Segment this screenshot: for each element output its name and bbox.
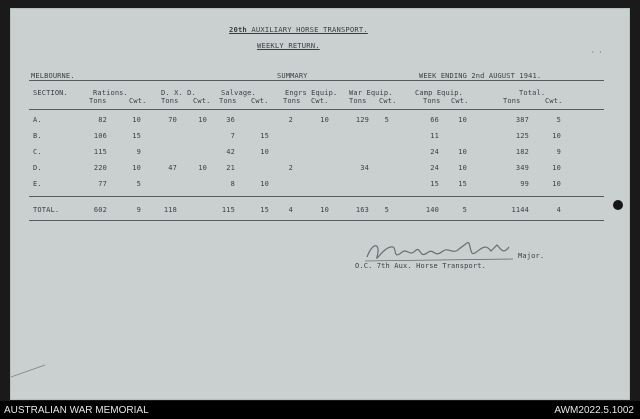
cell-camp-t: 11 xyxy=(430,132,439,140)
title-unit-name: AUXILIARY HORSE TRANSPORT. xyxy=(251,25,368,34)
cell-eng-c: 10 xyxy=(320,116,329,124)
cell-war-c: 5 xyxy=(384,116,389,124)
cell-camp-c: 10 xyxy=(458,148,467,156)
cell-sal-t: 42 xyxy=(226,148,235,156)
cell-camp-t: 66 xyxy=(430,116,439,124)
unit-tons: Tons xyxy=(349,97,367,105)
cell-camp-c: 10 xyxy=(458,116,467,124)
unit-cwt: Cwt. xyxy=(129,97,147,105)
signature-role: O.C. 7th Aux. Horse Transport. xyxy=(355,262,486,270)
cell-sal-c: 10 xyxy=(260,180,269,188)
cell-tot-c: 10 xyxy=(552,180,561,188)
cell-rat-c: 10 xyxy=(132,116,141,124)
unit-cwt: Cwt. xyxy=(379,97,397,105)
signature-rank: Major. xyxy=(518,252,545,260)
header-salvage: Salvage. xyxy=(221,89,256,97)
table-head-rule xyxy=(29,109,604,110)
cell-rat-c: 5 xyxy=(136,180,141,188)
cell-tot-t: 349 xyxy=(515,164,529,172)
footer-accession-number: AWM2022.5.1002 xyxy=(554,405,634,416)
unit-cwt: Cwt. xyxy=(545,97,563,105)
cell-war-c: 5 xyxy=(384,206,389,214)
cell-tot-t: 99 xyxy=(520,180,529,188)
cell-sal-t: 21 xyxy=(226,164,235,172)
cell-section: B. xyxy=(33,132,42,140)
header-dxd: D. X. D. xyxy=(161,89,196,97)
cell-tot-t: 182 xyxy=(515,148,529,156)
cell-camp-t: 24 xyxy=(430,164,439,172)
cell-dxd-t: 70 xyxy=(168,116,177,124)
cell-rat-c: 9 xyxy=(136,206,141,214)
cell-tot-c: 10 xyxy=(552,132,561,140)
footer-institution: AUSTRALIAN WAR MEMORIAL xyxy=(4,405,149,416)
cell-dxd-c: 10 xyxy=(198,164,207,172)
document-sheet xyxy=(10,8,630,400)
cell-section: A. xyxy=(33,116,42,124)
cell-eng-t: 2 xyxy=(288,116,293,124)
title-unit-number: 20th xyxy=(229,25,247,34)
cell-rat-c: 15 xyxy=(132,132,141,140)
cell-camp-t: 15 xyxy=(430,180,439,188)
archive-footer xyxy=(0,401,640,419)
unit-cwt: Cwt. xyxy=(251,97,269,105)
cell-camp-c: 5 xyxy=(462,206,467,214)
punch-hole xyxy=(613,200,623,210)
cell-tot-t: 387 xyxy=(515,116,529,124)
total-top-rule xyxy=(29,196,604,197)
location-label: MELBOURNE. xyxy=(31,72,75,80)
cell-sal-c: 15 xyxy=(260,132,269,140)
unit-cwt: Cwt. xyxy=(451,97,469,105)
cell-war-t: 163 xyxy=(355,206,369,214)
header-war-equip: War Equip. xyxy=(349,89,393,97)
cell-sal-c: 15 xyxy=(260,206,269,214)
unit-tons: Tons xyxy=(161,97,179,105)
cell-war-t: 129 xyxy=(355,116,369,124)
cell-camp-t: 24 xyxy=(430,148,439,156)
cell-tot-c: 10 xyxy=(552,164,561,172)
cell-dxd-c: 10 xyxy=(198,116,207,124)
cell-sal-t: 36 xyxy=(226,116,235,124)
cell-dxd-t: 47 xyxy=(168,164,177,172)
corner-mark: · · xyxy=(591,49,603,56)
cell-sal-c: 10 xyxy=(260,148,269,156)
cell-rat-c: 10 xyxy=(132,164,141,172)
signature-scrawl xyxy=(363,237,513,265)
cell-sal-t: 8 xyxy=(230,180,235,188)
header-engrs-equip: Engrs Equip. xyxy=(285,89,338,97)
cell-rat-t: 77 xyxy=(98,180,107,188)
cell-sal-t: 115 xyxy=(221,206,235,214)
unit-tons: Tons xyxy=(503,97,521,105)
document-subtitle: WEEKLY RETURN. xyxy=(257,41,320,50)
cell-rat-t: 602 xyxy=(93,206,107,214)
cell-war-t: 34 xyxy=(360,164,369,172)
cell-rat-t: 220 xyxy=(93,164,107,172)
cell-section: E. xyxy=(33,180,42,188)
header-section: SECTION. xyxy=(33,89,68,97)
unit-cwt: Cwt. xyxy=(193,97,211,105)
cell-section: C. xyxy=(33,148,42,156)
header-rations: Rations. xyxy=(93,89,128,97)
cell-dxd-t: 118 xyxy=(163,206,177,214)
header-rule xyxy=(29,80,604,81)
cell-rat-c: 9 xyxy=(136,148,141,156)
cell-eng-c: 10 xyxy=(320,206,329,214)
cell-tot-c: 9 xyxy=(556,148,561,156)
cell-eng-t: 2 xyxy=(288,164,293,172)
cell-rat-t: 82 xyxy=(98,116,107,124)
unit-tons: Tons xyxy=(219,97,237,105)
week-ending-label: WEEK ENDING 2nd AUGUST 1941. xyxy=(419,72,542,80)
cell-camp-t: 140 xyxy=(425,206,439,214)
cell-eng-t: 4 xyxy=(288,206,293,214)
cell-rat-t: 115 xyxy=(93,148,107,156)
unit-cwt: Cwt. xyxy=(311,97,329,105)
cell-rat-t: 106 xyxy=(93,132,107,140)
cell-tot-c: 5 xyxy=(556,116,561,124)
pencil-stroke xyxy=(11,363,47,379)
cell-sal-t: 7 xyxy=(230,132,235,140)
unit-tons: Tons xyxy=(89,97,107,105)
cell-section: TOTAL. xyxy=(33,206,60,214)
unit-tons: Tons xyxy=(423,97,441,105)
total-bottom-rule xyxy=(29,220,604,221)
summary-label: SUMMARY xyxy=(277,72,308,80)
cell-tot-t: 125 xyxy=(515,132,529,140)
header-total: Total. xyxy=(519,89,546,97)
cell-tot-t: 1144 xyxy=(511,206,529,214)
cell-camp-c: 10 xyxy=(458,164,467,172)
cell-camp-c: 15 xyxy=(458,180,467,188)
header-camp-equip: Camp Equip. xyxy=(415,89,464,97)
unit-tons: Tons xyxy=(283,97,301,105)
cell-section: D. xyxy=(33,164,42,172)
cell-tot-c: 4 xyxy=(556,206,561,214)
document-title xyxy=(229,25,368,34)
